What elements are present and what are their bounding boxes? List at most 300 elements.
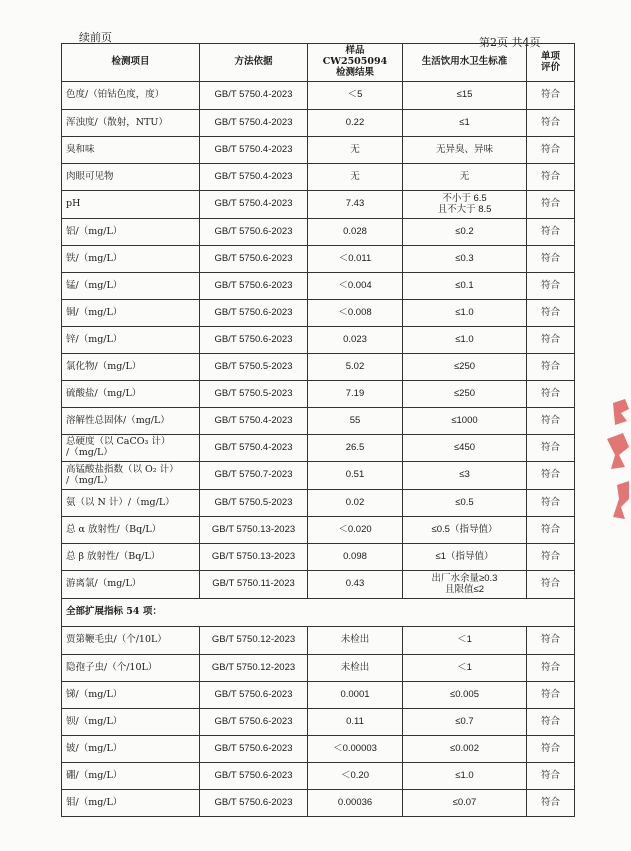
cell-eval-text: 符合 bbox=[540, 523, 560, 535]
table-row bbox=[62, 435, 575, 462]
cell-method-text: GB/T 5750.6-2023 bbox=[214, 225, 293, 237]
section-title: 全部扩展指标 54 项： bbox=[62, 599, 575, 627]
cell-item-text: 锑/（mg/L） bbox=[66, 688, 123, 700]
cell-standard-text: ≤0.07 bbox=[452, 796, 477, 808]
cell-method-text: GB/T 5750.7-2023 bbox=[214, 469, 293, 481]
table-row bbox=[62, 736, 575, 763]
cell-item-text: 高锰酸盐指数（以 O₂ 计） bbox=[66, 463, 179, 475]
cell-method bbox=[200, 490, 308, 517]
cell-method-text: GB/T 5750.6-2023 bbox=[214, 688, 293, 700]
cell-standard-text: ≤1（指导值） bbox=[435, 550, 494, 562]
cell-result bbox=[308, 381, 403, 408]
cell-eval bbox=[527, 790, 575, 817]
cell-standard-text: 不小于 6.5 bbox=[442, 192, 487, 204]
cell-method bbox=[200, 571, 308, 599]
continued-label: 续前页 bbox=[79, 31, 112, 44]
cell-method bbox=[200, 273, 308, 300]
cell-result-text: 未检出 bbox=[340, 634, 370, 646]
cell-method bbox=[200, 191, 308, 219]
cell-result bbox=[308, 164, 403, 191]
cell-standard-text: 出厂水余量≥0.3 bbox=[431, 572, 498, 584]
cell-item bbox=[62, 300, 200, 327]
cell-item bbox=[62, 627, 200, 655]
cell-eval-text: 符合 bbox=[540, 469, 560, 481]
cell-result-text: 7.43 bbox=[345, 198, 365, 210]
cell-item bbox=[62, 736, 200, 763]
table-row bbox=[62, 709, 575, 736]
cell-item bbox=[62, 137, 200, 164]
cell-method-text: GB/T 5750.4-2023 bbox=[214, 116, 293, 128]
cell-item bbox=[62, 246, 200, 273]
cell-standard bbox=[403, 137, 527, 164]
cell-eval bbox=[527, 435, 575, 462]
cell-standard bbox=[403, 763, 527, 790]
cell-item bbox=[62, 82, 200, 110]
cell-standard bbox=[403, 273, 527, 300]
cell-result-text: 0.22 bbox=[345, 116, 365, 128]
cell-standard bbox=[403, 790, 527, 817]
cell-method-text: GB/T 5750.6-2023 bbox=[214, 333, 293, 345]
cell-method bbox=[200, 462, 308, 490]
cell-method bbox=[200, 627, 308, 655]
cell-eval-text: 符合 bbox=[540, 279, 560, 291]
cell-eval bbox=[527, 300, 575, 327]
cell-result-text: 无 bbox=[350, 170, 360, 182]
cell-result-text: ＜0.004 bbox=[338, 279, 372, 291]
cell-eval-text: 符合 bbox=[540, 796, 560, 808]
cell-item-text: 铍/（mg/L） bbox=[66, 742, 123, 754]
cell-result-text: 0.11 bbox=[346, 715, 364, 727]
cell-standard-text: ≤1.0 bbox=[455, 333, 474, 345]
cell-method-text: GB/T 5750.5-2023 bbox=[214, 387, 293, 399]
cell-item bbox=[62, 327, 200, 354]
cell-standard-text: ≤1.0 bbox=[455, 769, 474, 781]
cell-eval-text: 符合 bbox=[540, 634, 560, 646]
cell-method bbox=[200, 709, 308, 736]
cell-method bbox=[200, 300, 308, 327]
cell-standard bbox=[403, 627, 527, 655]
cell-result-text: ＜0.20 bbox=[341, 769, 369, 781]
cell-standard bbox=[403, 381, 527, 408]
cell-method-text: GB/T 5750.4-2023 bbox=[214, 170, 293, 182]
cell-method bbox=[200, 82, 308, 110]
cell-standard bbox=[403, 110, 527, 137]
cell-item-text: 浑浊度/（散射，NTU） bbox=[66, 116, 168, 128]
cell-standard-text: ≤3 bbox=[459, 469, 470, 481]
cell-standard bbox=[403, 300, 527, 327]
cell-eval bbox=[527, 82, 575, 110]
cell-item bbox=[62, 408, 200, 435]
table-row bbox=[62, 682, 575, 709]
col-item: 检测项目 bbox=[62, 44, 200, 82]
cell-result bbox=[308, 763, 403, 790]
cell-item bbox=[62, 544, 200, 571]
cell-result bbox=[308, 191, 403, 219]
cell-item bbox=[62, 571, 200, 599]
cell-result bbox=[308, 137, 403, 164]
cell-eval bbox=[527, 682, 575, 709]
cell-item-text: /（mg/L） bbox=[66, 474, 113, 486]
cell-standard bbox=[403, 82, 527, 110]
cell-item-text: 总 β 放射性/（Bq/L） bbox=[66, 550, 161, 562]
table-row bbox=[62, 790, 575, 817]
col-standard: 生活饮用水卫生标准 bbox=[403, 44, 527, 82]
cell-standard bbox=[403, 736, 527, 763]
cell-item-text: 铁/（mg/L） bbox=[66, 252, 123, 264]
cell-method bbox=[200, 435, 308, 462]
cell-eval bbox=[527, 327, 575, 354]
cell-result bbox=[308, 682, 403, 709]
cell-result-text: ＜0.00003 bbox=[333, 742, 377, 754]
cell-method-text: GB/T 5750.4-2023 bbox=[214, 414, 293, 426]
cell-item-text: 色度/（铂钴色度，度） bbox=[66, 89, 165, 101]
cell-method-text: GB/T 5750.6-2023 bbox=[214, 279, 293, 291]
cell-result bbox=[308, 246, 403, 273]
cell-method bbox=[200, 137, 308, 164]
cell-method bbox=[200, 327, 308, 354]
cell-method-text: GB/T 5750.12-2023 bbox=[211, 634, 296, 646]
cell-standard-text: ≤0.2 bbox=[455, 225, 474, 237]
cell-eval-text: 符合 bbox=[540, 170, 560, 182]
cell-standard bbox=[403, 571, 527, 599]
table-row bbox=[62, 571, 575, 599]
cell-item bbox=[62, 273, 200, 300]
cell-method-text: GB/T 5750.6-2023 bbox=[214, 742, 293, 754]
cell-standard-text: 无异臭、异味 bbox=[435, 143, 493, 155]
cell-eval-text: 符合 bbox=[540, 414, 560, 426]
table-header-row bbox=[62, 44, 575, 82]
cell-item-text: 肉眼可见物 bbox=[66, 170, 114, 182]
cell-item-text: 铝/（mg/L） bbox=[66, 225, 123, 237]
cell-method bbox=[200, 790, 308, 817]
cell-item-text: pH bbox=[66, 198, 81, 210]
cell-result-text: 26.5 bbox=[345, 441, 365, 453]
cell-result bbox=[308, 82, 403, 110]
red-seal-fragment bbox=[603, 395, 631, 525]
table-row bbox=[62, 490, 575, 517]
cell-item-text: 氨（以 N 计）/（mg/L） bbox=[66, 496, 175, 508]
cell-item-text: /（mg/L） bbox=[66, 447, 113, 458]
cell-eval-text: 符合 bbox=[540, 333, 560, 345]
cell-result bbox=[308, 408, 403, 435]
cell-method-text: GB/T 5750.13-2023 bbox=[211, 523, 296, 535]
cell-method-text: GB/T 5750.6-2023 bbox=[214, 252, 293, 264]
cell-result-text: 0.43 bbox=[345, 578, 365, 590]
cell-result bbox=[308, 517, 403, 544]
cell-method bbox=[200, 682, 308, 709]
cell-result-text: 55 bbox=[349, 414, 361, 426]
cell-item-text: 硼/（mg/L） bbox=[66, 769, 123, 781]
cell-result bbox=[308, 490, 403, 517]
cell-result bbox=[308, 219, 403, 246]
cell-standard bbox=[403, 191, 527, 219]
cell-result-text: 未检出 bbox=[340, 661, 370, 673]
cell-item-text: 铜/（mg/L） bbox=[66, 306, 123, 318]
cell-standard bbox=[403, 544, 527, 571]
cell-standard-text: ≤0.5 bbox=[455, 496, 474, 508]
cell-method-text: GB/T 5750.4-2023 bbox=[214, 89, 293, 101]
cell-method-text: GB/T 5750.11-2023 bbox=[212, 578, 295, 590]
table-row bbox=[62, 246, 575, 273]
cell-standard bbox=[403, 517, 527, 544]
cell-standard bbox=[403, 354, 527, 381]
cell-standard-text: ＜1 bbox=[457, 661, 472, 673]
table-row bbox=[62, 408, 575, 435]
table-row bbox=[62, 763, 575, 790]
cell-standard-text: ＜1 bbox=[457, 634, 472, 646]
cell-eval-text: 符合 bbox=[540, 89, 560, 101]
cell-item-text: 钡/（mg/L） bbox=[66, 715, 123, 727]
cell-item bbox=[62, 435, 200, 462]
cell-eval-text: 符合 bbox=[540, 116, 560, 128]
cell-standard bbox=[403, 435, 527, 462]
cell-result-text: 0.098 bbox=[343, 550, 367, 562]
cell-item-text: 总硬度（以 CaCO₃ 计） bbox=[66, 436, 171, 448]
cell-eval-text: 符合 bbox=[540, 198, 560, 210]
table-row bbox=[62, 137, 575, 164]
cell-item bbox=[62, 682, 200, 709]
cell-eval bbox=[527, 408, 575, 435]
cell-method-text: GB/T 5750.4-2023 bbox=[214, 198, 293, 210]
cell-item bbox=[62, 164, 200, 191]
table-row bbox=[62, 82, 575, 110]
cell-standard-text: ≤0.7 bbox=[455, 715, 474, 727]
cell-standard bbox=[403, 709, 527, 736]
table-row bbox=[62, 462, 575, 490]
cell-eval bbox=[527, 191, 575, 219]
cell-method bbox=[200, 655, 308, 682]
cell-item bbox=[62, 517, 200, 544]
cell-item-text: 硫酸盐/（mg/L） bbox=[66, 387, 142, 399]
cell-method bbox=[200, 246, 308, 273]
cell-eval-text: 符合 bbox=[540, 578, 560, 590]
cell-item bbox=[62, 381, 200, 408]
col-method: 方法依据 bbox=[200, 44, 308, 82]
cell-result-text: 0.02 bbox=[345, 496, 365, 508]
table-row bbox=[62, 300, 575, 327]
cell-method bbox=[200, 517, 308, 544]
cell-standard-text: ≤1000 bbox=[451, 414, 478, 426]
cell-standard-text: 且不大于 8.5 bbox=[437, 203, 492, 215]
table-row bbox=[62, 627, 575, 655]
cell-result bbox=[308, 736, 403, 763]
cell-standard bbox=[403, 164, 527, 191]
cell-eval bbox=[527, 164, 575, 191]
cell-standard-text: 无 bbox=[459, 170, 470, 182]
cell-eval bbox=[527, 736, 575, 763]
cell-standard-text: ≤15 bbox=[456, 89, 473, 101]
cell-standard-text: ≤250 bbox=[453, 360, 476, 372]
table-row bbox=[62, 110, 575, 137]
cell-standard-text: ≤1.0 bbox=[455, 306, 474, 318]
cell-eval bbox=[527, 381, 575, 408]
cell-item-text: 臭和味 bbox=[66, 143, 95, 155]
cell-item bbox=[62, 490, 200, 517]
cell-eval-text: 符合 bbox=[540, 252, 560, 264]
cell-eval-text: 符合 bbox=[540, 769, 560, 781]
cell-eval bbox=[527, 137, 575, 164]
cell-item-text: 游离氯/（mg/L） bbox=[66, 578, 142, 590]
table-row bbox=[62, 354, 575, 381]
cell-standard bbox=[403, 682, 527, 709]
cell-result-text: 7.19 bbox=[345, 387, 365, 399]
cell-result-text: 0.023 bbox=[343, 333, 367, 345]
cell-standard bbox=[403, 246, 527, 273]
cell-result-text: ＜5 bbox=[347, 89, 363, 101]
cell-standard-text: ≤0.1 bbox=[455, 279, 474, 291]
cell-eval-text: 符合 bbox=[540, 360, 560, 372]
cell-result bbox=[308, 327, 403, 354]
cell-eval-text: 符合 bbox=[540, 688, 560, 700]
cell-eval-text: 符合 bbox=[540, 306, 560, 318]
table-row bbox=[62, 273, 575, 300]
cell-method-text: GB/T 5750.4-2023 bbox=[214, 143, 293, 155]
cell-method-text: GB/T 5750.6-2023 bbox=[214, 306, 293, 318]
cell-standard-text: ≤1 bbox=[459, 116, 470, 128]
cell-standard-text: ≤450 bbox=[453, 441, 476, 453]
cell-result bbox=[308, 300, 403, 327]
cell-item-text: 氯化物/（mg/L） bbox=[66, 360, 142, 372]
cell-method-text: GB/T 5750.6-2023 bbox=[214, 796, 293, 808]
cell-method-text: GB/T 5750.5-2023 bbox=[214, 360, 293, 372]
cell-standard-text: ≤0.005 bbox=[450, 688, 479, 700]
cell-eval bbox=[527, 544, 575, 571]
cell-result-text: ＜0.020 bbox=[338, 523, 372, 535]
cell-eval bbox=[527, 246, 575, 273]
table-row bbox=[62, 655, 575, 682]
cell-item-text: 锌/（mg/L） bbox=[66, 333, 123, 345]
cell-item bbox=[62, 219, 200, 246]
cell-eval-text: 符合 bbox=[540, 441, 560, 453]
cell-method-text: GB/T 5750.6-2023 bbox=[214, 769, 293, 781]
results-table bbox=[61, 43, 575, 817]
cell-eval bbox=[527, 517, 575, 544]
cell-item-text: 贾第鞭毛虫/（个/10L） bbox=[66, 634, 167, 646]
cell-method bbox=[200, 381, 308, 408]
cell-item-text: 总 α 放射性/（Bq/L） bbox=[66, 523, 162, 535]
cell-item bbox=[62, 191, 200, 219]
cell-standard-text: ≤0.3 bbox=[455, 252, 474, 264]
cell-result-text: ＜0.011 bbox=[338, 252, 372, 264]
cell-item bbox=[62, 655, 200, 682]
cell-item-text: 隐孢子虫/（个/10L） bbox=[66, 661, 158, 673]
cell-eval bbox=[527, 490, 575, 517]
cell-standard bbox=[403, 490, 527, 517]
cell-eval bbox=[527, 462, 575, 490]
cell-item bbox=[62, 763, 200, 790]
cell-method bbox=[200, 736, 308, 763]
cell-eval-text: 符合 bbox=[540, 742, 560, 754]
cell-standard-text: ≤0.5（指导值） bbox=[431, 523, 498, 535]
cell-eval-text: 符合 bbox=[540, 143, 560, 155]
cell-eval bbox=[527, 110, 575, 137]
cell-method bbox=[200, 544, 308, 571]
section-row bbox=[62, 599, 575, 627]
cell-eval-text: 符合 bbox=[540, 661, 560, 673]
cell-result bbox=[308, 462, 403, 490]
col-result-line2: 检测结果 bbox=[335, 66, 374, 78]
cell-result bbox=[308, 709, 403, 736]
cell-eval-text: 符合 bbox=[540, 496, 560, 508]
cell-standard-text: 且限值≤2 bbox=[445, 583, 484, 595]
cell-method-text: GB/T 5750.5-2023 bbox=[214, 496, 293, 508]
cell-result-text: 5.02 bbox=[345, 360, 365, 372]
cell-eval-text: 符合 bbox=[540, 550, 560, 562]
table-row bbox=[62, 164, 575, 191]
cell-eval bbox=[527, 709, 575, 736]
cell-result-text: ＜0.008 bbox=[338, 306, 372, 318]
cell-standard bbox=[403, 219, 527, 246]
table-row bbox=[62, 517, 575, 544]
table-row bbox=[62, 381, 575, 408]
cell-eval bbox=[527, 219, 575, 246]
table-row bbox=[62, 327, 575, 354]
cell-result-text: 0.028 bbox=[343, 225, 367, 237]
col-eval bbox=[527, 44, 575, 82]
cell-eval-text: 符合 bbox=[540, 225, 560, 237]
cell-standard bbox=[403, 655, 527, 682]
cell-method bbox=[200, 354, 308, 381]
cell-method bbox=[200, 110, 308, 137]
cell-result bbox=[308, 110, 403, 137]
cell-result bbox=[308, 354, 403, 381]
cell-method bbox=[200, 219, 308, 246]
cell-method-text: GB/T 5750.4-2023 bbox=[214, 441, 293, 453]
cell-item bbox=[62, 110, 200, 137]
cell-method-text: GB/T 5750.13-2023 bbox=[211, 550, 296, 562]
cell-result bbox=[308, 655, 403, 682]
page-number: 第2页 共4页 bbox=[479, 36, 541, 49]
cell-item-text: 锰/（mg/L） bbox=[66, 279, 123, 291]
cell-standard-text: ≤250 bbox=[453, 387, 476, 399]
cell-result-text: 无 bbox=[350, 143, 360, 155]
cell-eval bbox=[527, 763, 575, 790]
col-result bbox=[308, 44, 403, 82]
cell-standard-text: ≤0.002 bbox=[450, 742, 479, 754]
cell-item-text: 溶解性总固体/（mg/L） bbox=[66, 414, 170, 426]
cell-item bbox=[62, 354, 200, 381]
cell-eval bbox=[527, 273, 575, 300]
cell-item bbox=[62, 709, 200, 736]
cell-method-text: GB/T 5750.6-2023 bbox=[214, 715, 293, 727]
cell-eval bbox=[527, 354, 575, 381]
cell-result-text: 0.51 bbox=[345, 469, 365, 481]
col-eval-line2: 评价 bbox=[540, 61, 560, 73]
cell-item-text: 钼/（mg/L） bbox=[66, 796, 123, 808]
cell-standard bbox=[403, 408, 527, 435]
cell-method bbox=[200, 408, 308, 435]
cell-result bbox=[308, 544, 403, 571]
cell-item bbox=[62, 790, 200, 817]
cell-result bbox=[308, 790, 403, 817]
cell-eval bbox=[527, 627, 575, 655]
cell-eval bbox=[527, 571, 575, 599]
cell-method bbox=[200, 763, 308, 790]
table-row bbox=[62, 191, 575, 219]
cell-result-text: 0.00036 bbox=[337, 796, 373, 808]
cell-result bbox=[308, 627, 403, 655]
cell-eval bbox=[527, 655, 575, 682]
cell-eval-text: 符合 bbox=[540, 387, 560, 399]
cell-item bbox=[62, 462, 200, 490]
cell-standard bbox=[403, 462, 527, 490]
col-eval-line1: 单项 bbox=[540, 50, 560, 62]
cell-result bbox=[308, 435, 403, 462]
cell-standard bbox=[403, 327, 527, 354]
cell-method-text: GB/T 5750.12-2023 bbox=[211, 661, 296, 673]
cell-method bbox=[200, 164, 308, 191]
table-row bbox=[62, 219, 575, 246]
